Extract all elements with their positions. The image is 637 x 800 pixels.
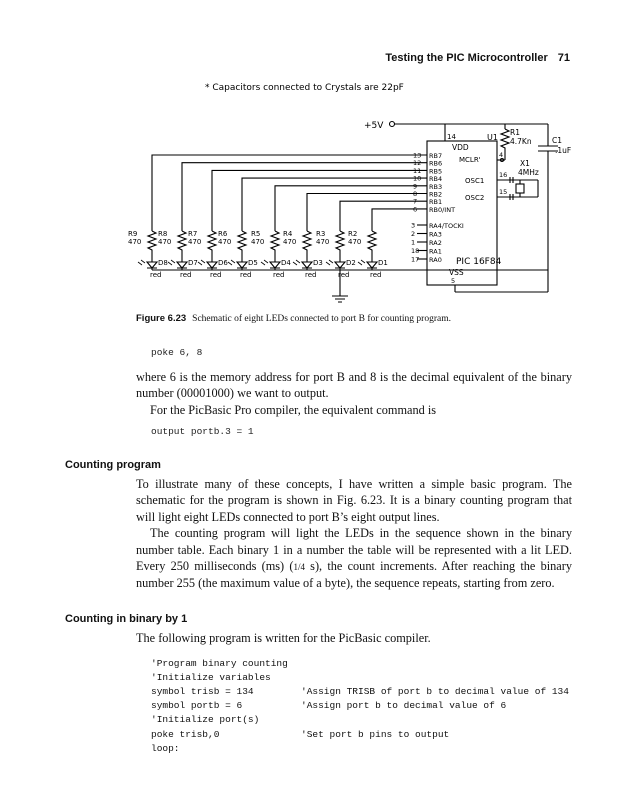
paragraph-body-1 [136,369,572,418]
pin-vdd: 14 [447,133,456,141]
led-bank [138,259,388,279]
led-color-d1: red [370,271,382,279]
led-ref-d3: D3 [313,259,323,267]
led-light-arrows [293,260,300,265]
resistor-ref-r5: R5 [251,230,261,238]
pin-vss: 5 [451,277,456,285]
resistor-r3 [336,231,344,262]
pin-number-a: 2 [411,230,416,238]
vdd-label: VDD [452,143,469,152]
resistor-r4 [303,231,311,262]
pin-osc1: 16 [499,171,508,179]
section-heading-counting-program: Counting program [65,459,161,471]
pin-label-a: RA3 [429,230,442,239]
supply-label: +5V [364,121,384,131]
port-b-wire [182,163,427,231]
r1-ref: R1 [510,128,520,137]
resistor-ref-r6: R6 [218,230,228,238]
pin-number-rb1: 7 [413,197,418,206]
vss-label: VSS [449,268,464,277]
led-ref-d5: D5 [248,259,258,267]
figure-caption-text: Schematic of eight LEDs connected to port B for counting program. [192,314,451,324]
resistor-ref-r3: R3 [316,230,326,238]
resistor-ref-r9: R9 [128,230,138,238]
led-ref-d8: D8 [158,259,168,267]
program-line-code: symbol trisb = 134 [151,686,254,698]
pin-number-rb0-int: 6 [413,205,418,214]
section-heading-binary: Counting in binary by 1 [65,613,188,625]
pin-number-a: 1 [411,238,416,247]
schematic-figure [0,0,637,310]
paragraph-counting-end: s), the count increments. After reaching the binary number 255 (the maximum value of a byte), the sequence repeats, starting from zero. [136,559,573,591]
led-symbol-d1 [367,262,377,270]
program-line-code: 'Program binary counting [151,658,288,669]
led-color-d4: red [273,271,285,279]
pin-label-rb4: RB4 [429,175,443,184]
pin-label-rb2: RB2 [429,190,443,199]
resistor-r8 [178,231,186,262]
code-poke: poke 6, 8 [151,347,203,358]
led-symbol-d4 [270,262,280,270]
pin-label-rb1: RB1 [429,198,443,207]
led-light-arrows [228,260,235,265]
program-line-code: 'Initialize variables [151,672,271,684]
running-title: Testing the PIC Microcontroller [385,52,548,64]
pin-label-a: RA4/TOCKI [429,222,464,230]
pin-label-a: RA1 [429,247,442,256]
program-line-comment: 'Set port b pins to output [301,728,450,740]
x1-ref: X1 [520,159,530,168]
led-symbol-d7 [177,262,187,270]
mclr-label: MCLR' [459,156,481,164]
x1-crystal [516,184,524,193]
chip-ref: U1 [487,133,498,142]
paragraph-counting [136,525,572,592]
x1-value: 4MHz [518,168,539,177]
pin-number-rb4: 10 [413,174,422,183]
led-light-arrows [168,260,175,265]
program-line-code: symbol portb = 6 [151,700,243,712]
resistor-ref-r8: R8 [158,230,168,238]
program-line-comment: 'Assign port b to decimal value of 6 [301,700,507,712]
pin-osc2: 15 [499,188,508,196]
resistor-value-r2: 470 [348,238,362,246]
page-number: 71 [557,52,570,64]
chip-part: PIC 16F84 [456,257,502,267]
supply-terminal [390,122,395,127]
resistor-ref-r2: R2 [348,230,358,238]
program-line-code: 'Initialize port(s) [151,714,260,726]
pin-mclr: 4 [499,151,504,159]
r1-value: 4.7Kn [510,137,532,146]
paragraph-picbasic-pro: For the PicBasic Pro compiler, the equivalent command is [150,402,437,417]
fraction-quarter: 1/4 [293,562,305,573]
port-b-wire [307,194,427,232]
led-color-d8: red [150,271,162,279]
paragraph-counting-start: The counting program will light the LEDs in the sequence shown in the binary number table. Each binary 1 in a number the table will be represented with a lit LED. Every 250 milliseconds (ms) ( [136,526,572,574]
resistor-r2 [368,231,376,262]
resistor-value-r8: 470 [158,238,172,246]
port-b-wire [372,209,427,231]
c1-value: .1uF [555,146,572,155]
osc2-label: OSC2 [465,194,485,202]
led-ref-d7: D7 [188,259,198,267]
pin-number-a: 17 [411,255,420,264]
resistor-value-r5: 470 [251,238,265,246]
program-line-code: poke trisb,0 [151,728,220,740]
figure-caption [136,313,451,324]
led-color-d6: red [210,271,222,279]
program-line-comment: 'Assign TRISB of port b to decimal value of 134 [301,686,569,698]
program-line-code: loop: [151,742,180,754]
led-ref-d1: D1 [378,259,388,267]
paragraph-where: where 6 is the memory address for port B and 8 is the decimal equivalent of the binary number (00001000) we want to output. [136,370,572,401]
figure-label: Figure 6.23 [136,313,187,324]
pin-number-a: 3 [411,221,416,230]
resistor-r5 [271,231,279,262]
c1-ref: C1 [552,136,563,145]
led-symbol-d5 [237,262,247,270]
pin-number-rb7: 13 [413,151,422,160]
pin-number-rb6: 12 [413,159,422,168]
led-ref-d4: D4 [281,259,291,267]
resistor-value-r9: 470 [128,238,142,246]
resistor-ref-r7: R7 [188,230,198,238]
resistor-value-r3: 470 [316,238,330,246]
pin-number-rb5: 11 [413,166,422,175]
paragraph-illustrate: To illustrate many of these concepts, I have written a simple basic program. The schematic for the program is shown in Fig. 6.23. It is a binary counting program that will light eight LEDs connected to port B’s eight output lines. [136,477,572,524]
led-ref-d6: D6 [218,259,228,267]
resistor-r9 [148,231,156,262]
paragraph-following: The following program is written for the PicBasic compiler. [136,631,431,645]
led-light-arrows [198,260,205,265]
pin-label-rb3: RB3 [429,182,443,191]
led-symbol-d6 [207,262,217,270]
led-color-d2: red [338,271,350,279]
pin-label-rb7: RB7 [429,152,443,160]
pin-label-rb0-int: RB0/INT [429,205,456,214]
pin-label-rb5: RB5 [429,167,443,176]
led-color-d7: red [180,271,192,279]
led-symbol-d3 [302,262,312,270]
resistor-r6 [238,231,246,262]
led-light-arrows [358,260,365,265]
pin-number-rb2: 8 [413,190,418,198]
pin-label-a: RA2 [429,239,442,247]
led-light-arrows [138,260,145,265]
resistor-value-r7: 470 [188,238,202,246]
resistor-ref-r4: R4 [283,230,293,238]
port-b-pins [152,152,455,232]
capacitor-note: * Capacitors connected to Crystals are 22pF [205,83,404,93]
resistor-r7 [208,231,216,262]
led-symbol-d2 [335,262,345,270]
led-color-d5: red [240,271,252,279]
resistor-value-r4: 470 [283,238,297,246]
paragraph-body-2 [136,476,572,592]
resistor-value-r6: 470 [218,238,232,246]
led-symbol-d8 [147,262,157,270]
pin-number-rb3: 9 [413,182,418,191]
pin-label-rb6: RB6 [429,159,443,168]
led-light-arrows [326,260,333,265]
led-resistor-bank [128,230,376,262]
led-color-d3: red [305,271,317,279]
osc1-label: OSC1 [465,177,485,185]
led-ref-d2: D2 [346,259,356,267]
led-light-arrows [261,260,268,265]
code-output: output portb.3 = 1 [151,426,254,437]
pin-label-a: RA0 [429,256,442,264]
pin-number-a: 18 [411,247,420,255]
